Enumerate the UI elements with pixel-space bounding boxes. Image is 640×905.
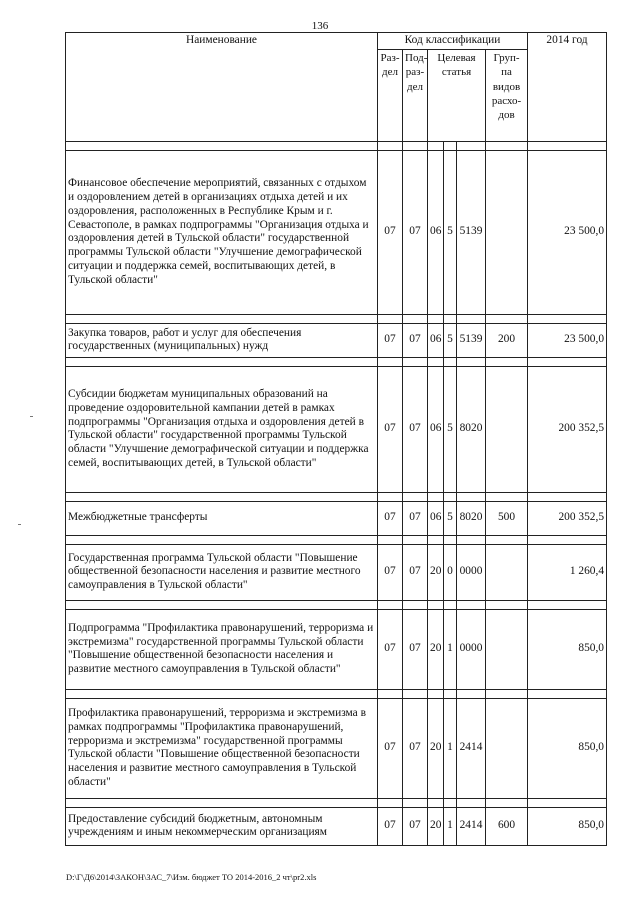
row-amount: 850,0: [528, 609, 607, 689]
row-podrazdel: 07: [403, 609, 428, 689]
spacer-cell: [486, 689, 528, 698]
row-name: Закупка товаров, работ и услуг для обеспечения государственных (муниципальных) нужд: [66, 323, 378, 357]
spacer-row: [66, 314, 607, 323]
header-group: Груп- па видов расхо- дов: [486, 49, 528, 141]
spacer-row: [66, 357, 607, 366]
row-target-program: 06: [428, 366, 444, 492]
spacer-cell: [444, 141, 457, 150]
header-podrazdel: Под- раз- дел: [403, 49, 428, 141]
spacer-cell: [428, 535, 444, 544]
row-target-subprogram: 1: [444, 698, 457, 798]
row-name: Государственная программа Тульской области "Повышение общественной безопасности населения и развитие местного самоуправления в Тульской области": [66, 544, 378, 600]
spacer-cell: [403, 492, 428, 501]
row-target-program: 20: [428, 609, 444, 689]
row-expense-group: [486, 698, 528, 798]
spacer-cell: [457, 357, 486, 366]
row-amount: 200 352,5: [528, 501, 607, 535]
row-target-subprogram: 1: [444, 609, 457, 689]
row-target-direction: 8020: [457, 366, 486, 492]
spacer-cell: [66, 357, 378, 366]
table-row: [66, 150, 607, 314]
spacer-cell: [444, 492, 457, 501]
row-expense-group: 200: [486, 323, 528, 357]
row-podrazdel: 07: [403, 501, 428, 535]
spacer-cell: [428, 492, 444, 501]
spacer-row: [66, 141, 607, 150]
row-target-subprogram: 5: [444, 501, 457, 535]
row-amount: 850,0: [528, 698, 607, 798]
row-target-program: 20: [428, 544, 444, 600]
row-target-direction: 8020: [457, 501, 486, 535]
spacer-cell: [528, 689, 607, 698]
spacer-cell: [528, 314, 607, 323]
spacer-cell: [528, 357, 607, 366]
row-razdel: 07: [378, 698, 403, 798]
row-target-direction: 5139: [457, 323, 486, 357]
spacer-cell: [457, 314, 486, 323]
spacer-cell: [66, 798, 378, 807]
row-target-subprogram: 1: [444, 807, 457, 845]
row-amount: 1 260,4: [528, 544, 607, 600]
table-row: [66, 807, 607, 845]
spacer-row: [66, 535, 607, 544]
footer-file-path: D:\Г\Д6\2014\ЗАКОН\ЗАС_7\Изм. бюджет ТО 2014-2016_2 чт\pr2.xls: [66, 872, 317, 882]
header-razdel: Раз- дел: [378, 49, 403, 141]
row-razdel: 07: [378, 501, 403, 535]
row-amount: 23 500,0: [528, 150, 607, 314]
spacer-cell: [486, 600, 528, 609]
spacer-cell: [428, 689, 444, 698]
row-razdel: 07: [378, 323, 403, 357]
row-amount: 200 352,5: [528, 366, 607, 492]
header-row-top: [66, 33, 607, 50]
row-expense-group: [486, 609, 528, 689]
row-name: Предоставление субсидий бюджетным, автономным учреждениям и иным некоммерческим организациям: [66, 807, 378, 845]
spacer-cell: [378, 357, 403, 366]
spacer-cell: [403, 798, 428, 807]
scan-speck: [18, 524, 21, 525]
table-row: [66, 698, 607, 798]
row-podrazdel: 07: [403, 544, 428, 600]
spacer-cell: [403, 357, 428, 366]
spacer-cell: [457, 798, 486, 807]
budget-table: [65, 32, 607, 846]
spacer-cell: [66, 600, 378, 609]
spacer-cell: [378, 314, 403, 323]
spacer-cell: [528, 798, 607, 807]
page-number: 136: [311, 20, 329, 32]
spacer-row: [66, 689, 607, 698]
row-expense-group: [486, 366, 528, 492]
row-name: Субсидии бюджетам муниципальных образований на проведение оздоровительной кампании детей в рамках подпрограммы "Организация отдыха и оздоровления детей в Тульской области" государственной программы Тульской области "Улучшение демографической ситуации и поддержка семей, воспитывающих детей, в Тульской области": [66, 366, 378, 492]
row-name: Профилактика правонарушений, терроризма и экстремизма в рамках подпрограммы "Профилактика правонарушений, терроризма и экстремизма" государственной программы Тульской области "Повышение общественной безопасности населения и развитие местного самоуправления в Тульской области": [66, 698, 378, 798]
spacer-cell: [486, 357, 528, 366]
spacer-cell: [457, 492, 486, 501]
spacer-cell: [428, 314, 444, 323]
spacer-cell: [457, 689, 486, 698]
row-target-direction: 2414: [457, 807, 486, 845]
spacer-cell: [403, 600, 428, 609]
spacer-cell: [378, 535, 403, 544]
spacer-cell: [66, 689, 378, 698]
row-podrazdel: 07: [403, 366, 428, 492]
spacer-cell: [66, 314, 378, 323]
spacer-row: [66, 798, 607, 807]
row-name: Финансовое обеспечение мероприятий, связанных с отдыхом и оздоровлением детей в организациях отдыха детей и их оздоровления, расположенных в Республике Крым и г. Севастополе, в рамках подпрограммы "Организация отдыха и оздоровления детей в Тульской области" государственной программы Тульской области "Улучшение демографической ситуации и поддержка семей, воспитывающих детей, в Тульской области": [66, 150, 378, 314]
row-podrazdel: 07: [403, 150, 428, 314]
spacer-row: [66, 600, 607, 609]
table-row: [66, 323, 607, 357]
row-target-direction: 0000: [457, 609, 486, 689]
row-target-program: 06: [428, 150, 444, 314]
row-razdel: 07: [378, 609, 403, 689]
spacer-cell: [457, 600, 486, 609]
spacer-cell: [457, 141, 486, 150]
row-target-subprogram: 0: [444, 544, 457, 600]
spacer-cell: [444, 798, 457, 807]
row-target-program: 20: [428, 698, 444, 798]
spacer-cell: [486, 535, 528, 544]
row-amount: 23 500,0: [528, 323, 607, 357]
row-razdel: 07: [378, 150, 403, 314]
spacer-cell: [444, 314, 457, 323]
row-name: Подпрограмма "Профилактика правонарушений, терроризма и экстремизма" государственной программы Тульской области "Повышение общественной безопасности населения и развитие местного самоуправления в Тульской области": [66, 609, 378, 689]
spacer-cell: [486, 798, 528, 807]
row-podrazdel: 07: [403, 323, 428, 357]
spacer-cell: [403, 535, 428, 544]
row-target-subprogram: 5: [444, 366, 457, 492]
spacer-cell: [428, 357, 444, 366]
header-year: 2014 год: [528, 33, 607, 142]
row-target-subprogram: 5: [444, 323, 457, 357]
row-razdel: 07: [378, 807, 403, 845]
row-podrazdel: 07: [403, 698, 428, 798]
table-row: [66, 501, 607, 535]
table-row: [66, 609, 607, 689]
spacer-cell: [378, 492, 403, 501]
scan-speck: [30, 416, 33, 417]
row-target-program: 20: [428, 807, 444, 845]
row-amount: 850,0: [528, 807, 607, 845]
spacer-cell: [486, 141, 528, 150]
spacer-cell: [444, 600, 457, 609]
row-expense-group: 600: [486, 807, 528, 845]
row-name: Межбюджетные трансферты: [66, 501, 378, 535]
row-expense-group: 500: [486, 501, 528, 535]
spacer-cell: [428, 600, 444, 609]
table-body: [66, 141, 607, 845]
spacer-cell: [403, 689, 428, 698]
row-razdel: 07: [378, 366, 403, 492]
row-podrazdel: 07: [403, 807, 428, 845]
spacer-cell: [378, 600, 403, 609]
spacer-cell: [66, 492, 378, 501]
row-expense-group: [486, 544, 528, 600]
row-razdel: 07: [378, 544, 403, 600]
spacer-cell: [486, 492, 528, 501]
row-target-direction: 0000: [457, 544, 486, 600]
spacer-cell: [528, 492, 607, 501]
row-target-program: 06: [428, 323, 444, 357]
header-classification: Код классификации: [378, 33, 528, 50]
row-target-program: 06: [428, 501, 444, 535]
header-target: Целевая статья: [428, 49, 486, 141]
spacer-cell: [428, 798, 444, 807]
table-row: [66, 544, 607, 600]
spacer-cell: [428, 141, 444, 150]
spacer-cell: [378, 141, 403, 150]
spacer-cell: [528, 535, 607, 544]
header-name: Наименование: [66, 33, 378, 142]
spacer-cell: [444, 357, 457, 366]
row-target-direction: 5139: [457, 150, 486, 314]
spacer-cell: [528, 600, 607, 609]
row-expense-group: [486, 150, 528, 314]
spacer-row: [66, 492, 607, 501]
spacer-cell: [378, 798, 403, 807]
spacer-cell: [66, 141, 378, 150]
spacer-cell: [457, 535, 486, 544]
spacer-cell: [378, 689, 403, 698]
row-target-subprogram: 5: [444, 150, 457, 314]
spacer-cell: [528, 141, 607, 150]
spacer-cell: [486, 314, 528, 323]
row-target-direction: 2414: [457, 698, 486, 798]
spacer-cell: [403, 141, 428, 150]
spacer-cell: [444, 535, 457, 544]
spacer-cell: [403, 314, 428, 323]
spacer-cell: [66, 535, 378, 544]
spacer-cell: [444, 689, 457, 698]
table-row: [66, 366, 607, 492]
